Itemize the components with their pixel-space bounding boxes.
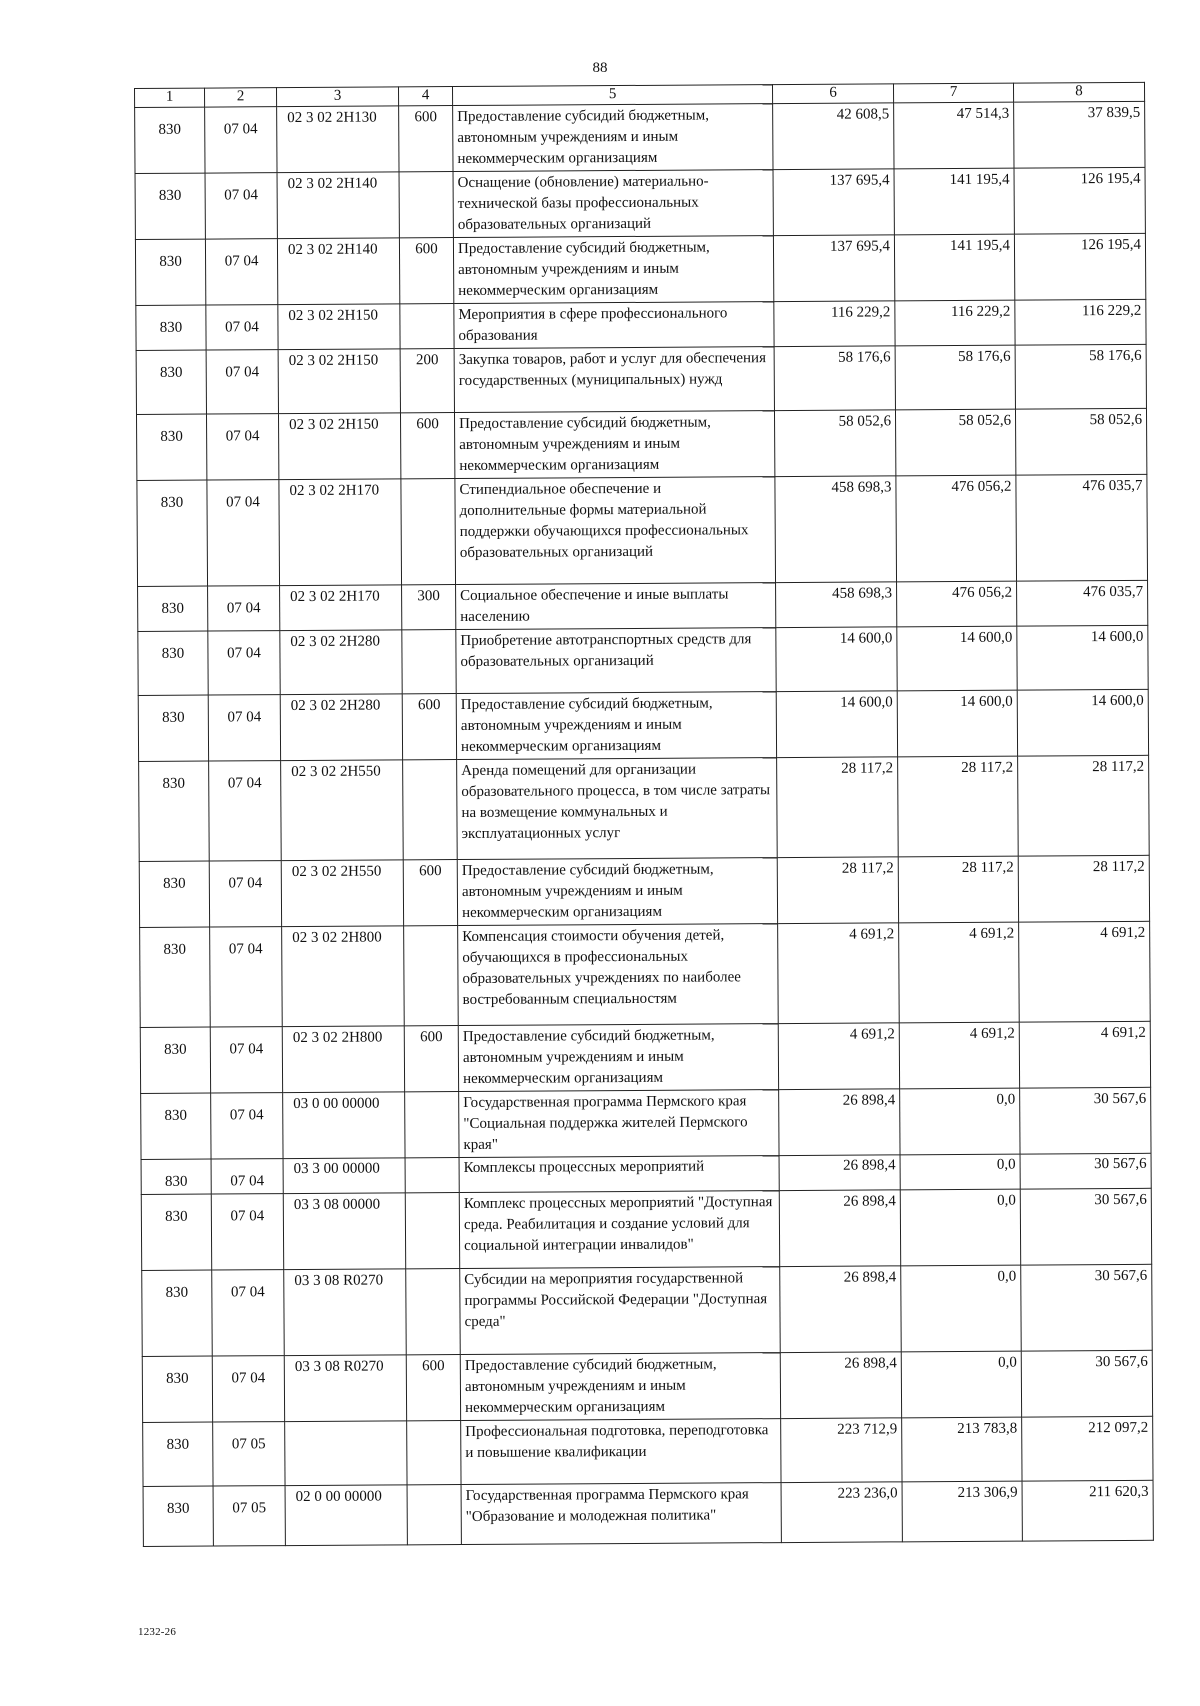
administrator-code: 830 — [142, 1270, 213, 1356]
amount-col6: 223 712,9 — [781, 1418, 902, 1483]
amount-col6: 58 176,6 — [774, 346, 895, 411]
amount-col8: 126 195,4 — [1014, 167, 1145, 234]
amount-col8: 14 600,0 — [1017, 625, 1148, 690]
target-article-code: 02 3 02 2Н800 — [282, 1026, 404, 1093]
amount-col6: 26 898,4 — [780, 1352, 901, 1419]
amount-col7: 14 600,0 — [897, 626, 1017, 691]
expense-type-code: 200 — [400, 349, 454, 413]
administrator-code: 830 — [136, 305, 206, 350]
item-name: Государственная программа Пермского края "Образование и молодежная политика" — [461, 1483, 781, 1545]
amount-col6: 137 695,4 — [773, 235, 894, 302]
amount-col6: 26 898,4 — [779, 1089, 900, 1156]
item-name: Государственная программа Пермского края "Социальная поддержка жителей Пермского края" — [459, 1090, 779, 1158]
section-code: 07 05 — [213, 1422, 285, 1486]
table-row — [138, 580, 1148, 631]
target-article-code: 03 3 08 R0270 — [284, 1269, 407, 1356]
amount-col7: 0,0 — [900, 1154, 1020, 1190]
table-row — [138, 625, 1148, 695]
administrator-code: 830 — [140, 927, 211, 1027]
section-code: 07 04 — [208, 695, 280, 761]
table-row — [140, 921, 1151, 1027]
expense-type-code — [407, 1421, 461, 1485]
item-name: Предоставление субсидий бюджетным, автономным учреждениям и иным некоммерческим организациям — [460, 1353, 780, 1421]
administrator-code: 830 — [136, 414, 206, 480]
amount-col7: 213 306,9 — [902, 1481, 1022, 1542]
section-code: 07 04 — [212, 1356, 284, 1422]
amount-col7: 47 514,3 — [894, 102, 1014, 169]
expense-type-code — [400, 304, 454, 349]
administrator-code: 830 — [141, 1194, 211, 1270]
item-name: Субсидии на мероприятия государственной программы Российской Федерации "Доступная среда" — [460, 1267, 781, 1355]
table-row — [135, 101, 1145, 173]
table-row — [136, 299, 1146, 350]
table-row — [141, 1087, 1151, 1159]
amount-col7: 0,0 — [901, 1265, 1022, 1352]
header-cell: 6 — [772, 84, 893, 104]
amount-col7: 28 117,2 — [898, 756, 1019, 857]
section-code: 07 04 — [206, 414, 278, 480]
administrator-code: 830 — [135, 239, 205, 305]
expense-type-code — [401, 479, 456, 585]
item-name: Предоставление субсидий бюджетным, автономным учреждениям и иным некоммерческим организациям — [454, 411, 774, 479]
amount-col8: 30 567,6 — [1021, 1350, 1152, 1417]
amount-col7: 4 691,2 — [899, 1022, 1019, 1089]
item-name: Компенсация стоимости обучения детей, обучающихся в профессиональных образовательных учреждениях по наиболее востребованным специальностям — [458, 924, 779, 1026]
amount-col8: 30 567,6 — [1020, 1153, 1151, 1189]
table-row — [135, 233, 1145, 305]
administrator-code: 830 — [138, 586, 208, 631]
section-code: 07 04 — [212, 1270, 285, 1356]
administrator-code: 830 — [141, 1159, 211, 1194]
amount-col7: 14 600,0 — [897, 690, 1017, 757]
budget-sheet — [134, 82, 1153, 1547]
administrator-code: 830 — [143, 1486, 213, 1546]
expense-type-code — [407, 1485, 461, 1545]
amount-col6: 458 698,3 — [775, 476, 897, 583]
section-code: 07 04 — [205, 173, 277, 239]
header-cell: 8 — [1013, 82, 1144, 102]
expense-type-code — [404, 926, 459, 1026]
amount-col7: 28 117,2 — [898, 856, 1018, 923]
section-code: 07 04 — [205, 107, 277, 173]
amount-col8: 4 691,2 — [1019, 1021, 1150, 1088]
item-name: Предоставление субсидий бюджетным, автономным учреждениям и иным некоммерческим организациям — [458, 1024, 778, 1092]
target-article-code: 02 3 02 2Н550 — [281, 860, 403, 927]
amount-col6: 42 608,5 — [773, 103, 894, 170]
administrator-code: 830 — [136, 350, 206, 414]
item-name: Мероприятия в сфере профессионального образования — [454, 302, 774, 349]
expense-type-code: 600 — [399, 106, 453, 172]
amount-col8: 14 600,0 — [1017, 689, 1148, 756]
item-name: Закупка товаров, работ и услуг для обеспечения государственных (муниципальных) нужд — [454, 347, 774, 413]
amount-col8: 4 691,2 — [1019, 921, 1151, 1022]
item-name: Стипендиальное обеспечение и дополнительные формы материальной поддержки обучающихся профессиональных образовательных организаций — [455, 477, 776, 585]
amount-col8: 58 052,6 — [1015, 408, 1146, 475]
item-name: Предоставление субсидий бюджетным, автономным учреждениям и иным некоммерческим организациям — [453, 104, 773, 172]
header-cell: 4 — [398, 87, 452, 106]
item-name: Социальное обеспечение и иные выплаты населению — [456, 583, 776, 630]
target-article-code: 03 0 00 00000 — [283, 1092, 405, 1159]
target-article-code: 02 3 02 2Н800 — [282, 926, 405, 1027]
section-code: 07 04 — [211, 1159, 283, 1194]
amount-col8: 30 567,6 — [1020, 1087, 1151, 1154]
expense-type-code — [405, 1158, 459, 1193]
header-cell: 7 — [893, 83, 1013, 103]
target-article-code: 02 3 02 2Н170 — [280, 585, 402, 631]
administrator-code: 830 — [140, 1027, 210, 1093]
table-row — [136, 344, 1146, 414]
amount-col8: 126 195,4 — [1014, 233, 1145, 300]
administrator-code: 830 — [135, 173, 205, 239]
amount-col8: 476 035,7 — [1016, 474, 1148, 581]
item-name: Аренда помещений для организации образовательного процесса, в том числе затраты на возмещение коммунальных и эксплуатационных услуг — [457, 758, 778, 860]
administrator-code: 830 — [142, 1356, 212, 1422]
amount-col8: 116 229,2 — [1015, 299, 1146, 345]
expense-type-code: 600 — [406, 1355, 460, 1421]
expense-type-code — [405, 1092, 459, 1158]
expense-type-code: 600 — [402, 694, 456, 760]
expense-type-code — [399, 172, 453, 238]
administrator-code: 830 — [138, 631, 208, 695]
amount-col6: 137 695,4 — [773, 169, 894, 236]
amount-col6: 26 898,4 — [779, 1155, 900, 1191]
amount-col8: 28 117,2 — [1018, 855, 1149, 922]
section-code: 07 04 — [205, 239, 277, 305]
expense-type-code: 600 — [399, 238, 453, 304]
amount-col7: 213 783,8 — [902, 1417, 1022, 1482]
section-code: 07 04 — [208, 631, 280, 695]
amount-col6: 28 117,2 — [777, 757, 899, 858]
item-name: Оснащение (обновление) материально-технической базы профессиональных образовательных организаций — [453, 170, 773, 238]
target-article-code: 02 0 00 00000 — [285, 1485, 407, 1546]
section-code: 07 04 — [210, 1027, 282, 1093]
target-article-code: 02 3 02 2Н150 — [278, 349, 400, 414]
expense-type-code — [405, 1193, 459, 1269]
section-code: 07 04 — [206, 350, 278, 414]
target-article-code: 02 3 02 2Н150 — [278, 304, 400, 350]
header-cell: 2 — [205, 88, 277, 107]
page-number: 88 — [592, 60, 608, 76]
budget-table — [134, 82, 1154, 1547]
target-article-code: 02 3 02 2Н550 — [281, 760, 404, 861]
amount-col6: 4 691,2 — [778, 1023, 899, 1090]
expense-type-code: 600 — [403, 860, 457, 926]
amount-col7: 58 052,6 — [895, 409, 1015, 476]
amount-col6: 28 117,2 — [777, 857, 898, 924]
table-row — [138, 689, 1148, 761]
expense-type-code: 300 — [402, 585, 456, 630]
amount-col6: 26 898,4 — [779, 1190, 900, 1267]
section-code: 07 04 — [209, 761, 282, 861]
table-row — [135, 167, 1145, 239]
item-name: Комплекс процессных мероприятий "Доступная среда. Реабилитация и создание условий для социальной интеграции инвалидов" — [459, 1191, 779, 1269]
target-article-code: 02 3 02 2Н140 — [277, 238, 399, 305]
section-code: 07 04 — [211, 1194, 283, 1270]
amount-col7: 476 056,2 — [897, 581, 1017, 627]
amount-col8: 30 567,6 — [1021, 1264, 1153, 1351]
amount-col8: 37 839,5 — [1014, 101, 1145, 168]
document-code: 1232-26 — [138, 1626, 177, 1638]
table-row — [143, 1416, 1153, 1486]
amount-col6: 116 229,2 — [774, 301, 895, 347]
amount-col6: 4 691,2 — [778, 923, 900, 1024]
table-row — [140, 1021, 1150, 1093]
amount-col7: 116 229,2 — [895, 300, 1015, 346]
administrator-code: 830 — [139, 861, 209, 927]
section-code: 07 04 — [209, 861, 281, 927]
item-name: Комплексы процессных мероприятий — [459, 1156, 779, 1193]
table-row — [142, 1350, 1152, 1422]
amount-col8: 30 567,6 — [1020, 1188, 1151, 1265]
amount-col7: 476 056,2 — [896, 475, 1017, 582]
administrator-code: 830 — [135, 107, 205, 173]
target-article-code: 02 3 02 2Н170 — [279, 479, 402, 586]
item-name: Предоставление субсидий бюджетным, автономным учреждениям и иным некоммерческим организациям — [453, 236, 773, 304]
amount-col6: 14 600,0 — [776, 691, 897, 758]
expense-type-code — [406, 1269, 461, 1355]
amount-col6: 223 236,0 — [781, 1482, 902, 1543]
section-code: 07 04 — [207, 480, 280, 586]
item-name: Предоставление субсидий бюджетным, автономным учреждениям и иным некоммерческим организациям — [457, 858, 777, 926]
section-code: 07 04 — [206, 305, 278, 350]
amount-col7: 58 176,6 — [895, 345, 1015, 410]
header-cell: 3 — [277, 87, 399, 107]
amount-col6: 26 898,4 — [780, 1266, 902, 1353]
administrator-code: 830 — [138, 695, 208, 761]
administrator-code: 830 — [141, 1093, 211, 1159]
target-article-code — [285, 1421, 407, 1486]
table-row — [142, 1264, 1153, 1356]
amount-col7: 4 691,2 — [899, 922, 1020, 1023]
table-body — [135, 101, 1154, 1546]
target-article-code: 02 3 02 2Н280 — [280, 694, 402, 761]
table-row — [139, 855, 1149, 927]
expense-type-code: 600 — [404, 1026, 458, 1092]
amount-col7: 141 195,4 — [894, 168, 1014, 235]
expense-type-code — [402, 630, 456, 694]
target-article-code: 03 3 00 00000 — [283, 1158, 405, 1194]
amount-col7: 0,0 — [901, 1351, 1021, 1418]
administrator-code: 830 — [143, 1422, 213, 1486]
administrator-code: 830 — [139, 761, 210, 861]
amount-col7: 0,0 — [900, 1189, 1020, 1266]
target-article-code: 03 3 08 00000 — [283, 1193, 405, 1270]
item-name: Профессиональная подготовка, переподготовка и повышение квалификации — [461, 1419, 781, 1485]
table-row — [137, 474, 1148, 586]
amount-col6: 458 698,3 — [776, 582, 897, 628]
amount-col7: 0,0 — [900, 1088, 1020, 1155]
expense-type-code: 600 — [400, 413, 454, 479]
amount-col8: 476 035,7 — [1017, 580, 1148, 626]
section-code: 07 04 — [211, 1093, 283, 1159]
amount-col8: 58 176,6 — [1015, 344, 1146, 409]
table-row — [136, 408, 1146, 480]
amount-col7: 141 195,4 — [894, 234, 1014, 301]
target-article-code: 02 3 02 2Н130 — [277, 106, 399, 173]
amount-col6: 14 600,0 — [776, 627, 897, 692]
item-name: Предоставление субсидий бюджетным, автономным учреждениям и иным некоммерческим организациям — [456, 692, 776, 760]
header-cell: 1 — [135, 88, 205, 107]
section-code: 07 04 — [208, 586, 280, 631]
amount-col6: 58 052,6 — [774, 410, 895, 477]
amount-col8: 211 620,3 — [1022, 1480, 1153, 1541]
amount-col8: 28 117,2 — [1018, 755, 1150, 856]
header-cell: 5 — [452, 85, 772, 106]
section-code: 07 04 — [210, 927, 283, 1027]
section-code: 07 05 — [213, 1486, 285, 1546]
table-row — [141, 1188, 1151, 1270]
item-name: Приобретение автотранспортных средств для образовательных организаций — [456, 628, 776, 694]
expense-type-code — [403, 760, 458, 860]
target-article-code: 02 3 02 2Н280 — [280, 630, 402, 695]
target-article-code: 02 3 02 2Н140 — [277, 172, 399, 239]
target-article-code: 03 3 08 R0270 — [284, 1355, 406, 1422]
administrator-code: 830 — [137, 480, 208, 586]
table-row — [143, 1480, 1153, 1546]
amount-col8: 212 097,2 — [1022, 1416, 1153, 1481]
target-article-code: 02 3 02 2Н150 — [278, 413, 400, 480]
table-row — [139, 755, 1150, 861]
